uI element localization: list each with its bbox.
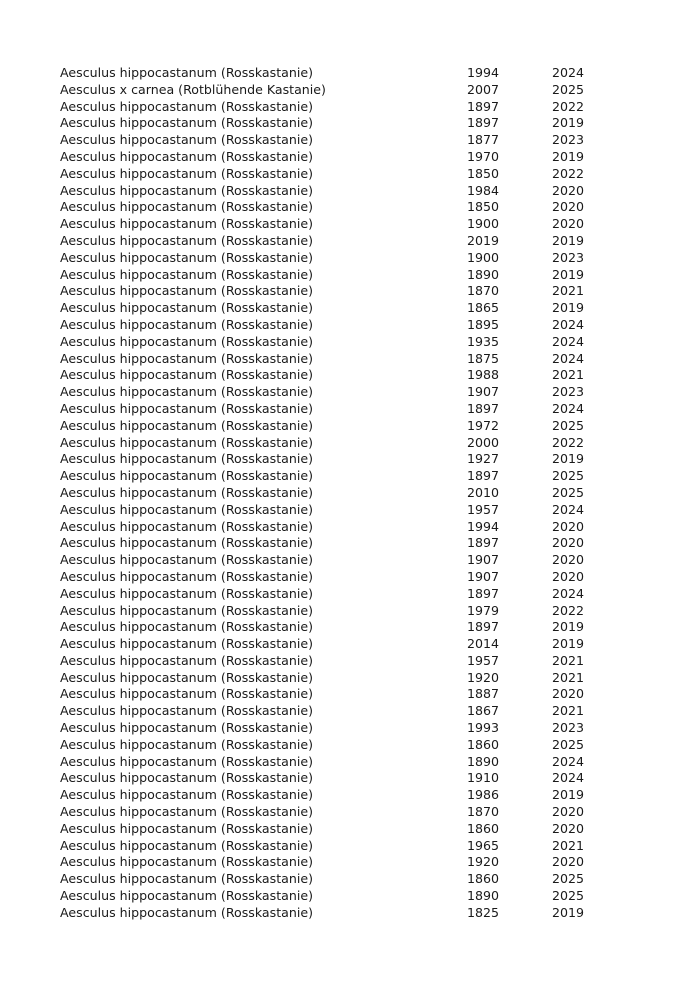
planted-year-cell: 1897	[467, 400, 500, 416]
table-row	[60, 821, 590, 838]
inspection-year-cell: 2020	[552, 686, 585, 702]
inspection-year-cell: 2021	[552, 652, 585, 668]
table-row	[60, 535, 590, 552]
inspection-year-cell: 2023	[552, 720, 585, 736]
planted-year-cell: 1957	[467, 501, 500, 517]
inspection-year-cell: 2021	[552, 837, 585, 853]
inspection-year-cell: 2024	[552, 585, 585, 601]
inspection-year-cell: 2019	[552, 232, 585, 248]
inspection-year-cell: 2022	[552, 602, 585, 618]
planted-year-cell: 1920	[467, 669, 500, 685]
inspection-year-cell: 2024	[552, 753, 585, 769]
table-row	[60, 586, 590, 603]
species-cell: Aesculus hippocastanum (Rosskastanie)	[60, 686, 313, 702]
table-row	[60, 787, 590, 804]
species-cell: Aesculus hippocastanum (Rosskastanie)	[60, 652, 313, 668]
table-row	[60, 720, 590, 737]
planted-year-cell: 1897	[467, 619, 500, 635]
table-row	[60, 250, 590, 267]
species-cell: Aesculus hippocastanum (Rosskastanie)	[60, 266, 313, 282]
inspection-year-cell: 2023	[552, 249, 585, 265]
species-cell: Aesculus hippocastanum (Rosskastanie)	[60, 518, 313, 534]
species-cell: Aesculus hippocastanum (Rosskastanie)	[60, 804, 313, 820]
planted-year-cell: 1994	[467, 518, 500, 534]
tree-table	[60, 65, 590, 922]
planted-year-cell: 1970	[467, 148, 500, 164]
table-row	[60, 317, 590, 334]
species-cell: Aesculus hippocastanum (Rosskastanie)	[60, 451, 313, 467]
species-cell: Aesculus hippocastanum (Rosskastanie)	[60, 232, 313, 248]
species-cell: Aesculus hippocastanum (Rosskastanie)	[60, 182, 313, 198]
planted-year-cell: 1994	[467, 65, 500, 80]
table-row	[60, 552, 590, 569]
table-row	[60, 519, 590, 536]
species-cell: Aesculus hippocastanum (Rosskastanie)	[60, 904, 313, 920]
table-row	[60, 65, 590, 82]
table-row	[60, 149, 590, 166]
inspection-year-cell: 2025	[552, 888, 585, 904]
inspection-year-cell: 2020	[552, 199, 585, 215]
table-row	[60, 686, 590, 703]
planted-year-cell: 1927	[467, 451, 500, 467]
inspection-year-cell: 2025	[552, 736, 585, 752]
inspection-year-cell: 2019	[552, 148, 585, 164]
inspection-year-cell: 2022	[552, 434, 585, 450]
inspection-year-cell: 2021	[552, 669, 585, 685]
planted-year-cell: 2010	[467, 484, 500, 500]
species-cell: Aesculus hippocastanum (Rosskastanie)	[60, 871, 313, 887]
table-row	[60, 166, 590, 183]
planted-year-cell: 1850	[467, 165, 500, 181]
planted-year-cell: 1890	[467, 888, 500, 904]
planted-year-cell: 1907	[467, 568, 500, 584]
planted-year-cell: 1935	[467, 333, 500, 349]
species-cell: Aesculus hippocastanum (Rosskastanie)	[60, 820, 313, 836]
table-row	[60, 267, 590, 284]
inspection-year-cell: 2020	[552, 804, 585, 820]
planted-year-cell: 1988	[467, 367, 500, 383]
inspection-year-cell: 2019	[552, 636, 585, 652]
inspection-year-cell: 2020	[552, 552, 585, 568]
inspection-year-cell: 2019	[552, 619, 585, 635]
species-cell: Aesculus hippocastanum (Rosskastanie)	[60, 484, 313, 500]
table-row	[60, 384, 590, 401]
planted-year-cell: 2014	[467, 636, 500, 652]
planted-year-cell: 1890	[467, 266, 500, 282]
inspection-year-cell: 2022	[552, 98, 585, 114]
table-row	[60, 300, 590, 317]
table-row	[60, 99, 590, 116]
table-row	[60, 804, 590, 821]
table-row	[60, 199, 590, 216]
planted-year-cell: 2000	[467, 434, 500, 450]
planted-year-cell: 1890	[467, 753, 500, 769]
planted-year-cell: 2007	[467, 81, 500, 97]
inspection-year-cell: 2023	[552, 132, 585, 148]
species-cell: Aesculus hippocastanum (Rosskastanie)	[60, 115, 313, 131]
table-row	[60, 636, 590, 653]
species-cell: Aesculus hippocastanum (Rosskastanie)	[60, 787, 313, 803]
inspection-year-cell: 2020	[552, 535, 585, 551]
inspection-year-cell: 2024	[552, 316, 585, 332]
table-row	[60, 451, 590, 468]
planted-year-cell: 1920	[467, 854, 500, 870]
planted-year-cell: 1900	[467, 216, 500, 232]
table-row	[60, 351, 590, 368]
planted-year-cell: 1870	[467, 804, 500, 820]
inspection-year-cell: 2024	[552, 400, 585, 416]
table-row	[60, 871, 590, 888]
inspection-year-cell: 2019	[552, 115, 585, 131]
table-row	[60, 770, 590, 787]
species-cell: Aesculus hippocastanum (Rosskastanie)	[60, 132, 313, 148]
inspection-year-cell: 2020	[552, 820, 585, 836]
species-cell: Aesculus hippocastanum (Rosskastanie)	[60, 384, 313, 400]
species-cell: Aesculus hippocastanum (Rosskastanie)	[60, 720, 313, 736]
table-row	[60, 82, 590, 99]
table-row	[60, 754, 590, 771]
inspection-year-cell: 2019	[552, 904, 585, 920]
species-cell: Aesculus hippocastanum (Rosskastanie)	[60, 501, 313, 517]
inspection-year-cell: 2024	[552, 65, 585, 80]
species-cell: Aesculus hippocastanum (Rosskastanie)	[60, 535, 313, 551]
species-cell: Aesculus hippocastanum (Rosskastanie)	[60, 333, 313, 349]
inspection-year-cell: 2024	[552, 333, 585, 349]
species-cell: Aesculus hippocastanum (Rosskastanie)	[60, 468, 313, 484]
planted-year-cell: 1910	[467, 770, 500, 786]
inspection-year-cell: 2020	[552, 854, 585, 870]
planted-year-cell: 1907	[467, 384, 500, 400]
table-row	[60, 334, 590, 351]
table-row	[60, 737, 590, 754]
species-cell: Aesculus hippocastanum (Rosskastanie)	[60, 568, 313, 584]
species-cell: Aesculus hippocastanum (Rosskastanie)	[60, 770, 313, 786]
planted-year-cell: 1986	[467, 787, 500, 803]
table-row	[60, 502, 590, 519]
species-cell: Aesculus hippocastanum (Rosskastanie)	[60, 602, 313, 618]
species-cell: Aesculus hippocastanum (Rosskastanie)	[60, 400, 313, 416]
table-row	[60, 115, 590, 132]
species-cell: Aesculus hippocastanum (Rosskastanie)	[60, 350, 313, 366]
table-row	[60, 367, 590, 384]
table-row	[60, 435, 590, 452]
planted-year-cell: 2019	[467, 232, 500, 248]
planted-year-cell: 1979	[467, 602, 500, 618]
species-cell: Aesculus hippocastanum (Rosskastanie)	[60, 165, 313, 181]
planted-year-cell: 1825	[467, 904, 500, 920]
table-row	[60, 703, 590, 720]
species-cell: Aesculus hippocastanum (Rosskastanie)	[60, 854, 313, 870]
inspection-year-cell: 2021	[552, 367, 585, 383]
planted-year-cell: 1972	[467, 417, 500, 433]
species-cell: Aesculus hippocastanum (Rosskastanie)	[60, 417, 313, 433]
table-row	[60, 233, 590, 250]
table-row	[60, 888, 590, 905]
planted-year-cell: 1907	[467, 552, 500, 568]
planted-year-cell: 1897	[467, 98, 500, 114]
planted-year-cell: 1850	[467, 199, 500, 215]
inspection-year-cell: 2020	[552, 518, 585, 534]
species-cell: Aesculus hippocastanum (Rosskastanie)	[60, 65, 313, 80]
planted-year-cell: 1897	[467, 115, 500, 131]
table-row	[60, 569, 590, 586]
tree-table-body	[60, 65, 590, 922]
species-cell: Aesculus hippocastanum (Rosskastanie)	[60, 585, 313, 601]
inspection-year-cell: 2019	[552, 787, 585, 803]
table-row	[60, 619, 590, 636]
inspection-year-cell: 2025	[552, 468, 585, 484]
inspection-year-cell: 2022	[552, 165, 585, 181]
table-row	[60, 905, 590, 922]
planted-year-cell: 1900	[467, 249, 500, 265]
species-cell: Aesculus hippocastanum (Rosskastanie)	[60, 837, 313, 853]
species-cell: Aesculus hippocastanum (Rosskastanie)	[60, 98, 313, 114]
inspection-year-cell: 2025	[552, 81, 585, 97]
species-cell: Aesculus hippocastanum (Rosskastanie)	[60, 367, 313, 383]
species-cell: Aesculus hippocastanum (Rosskastanie)	[60, 283, 313, 299]
species-cell: Aesculus hippocastanum (Rosskastanie)	[60, 736, 313, 752]
planted-year-cell: 1897	[467, 535, 500, 551]
inspection-year-cell: 2024	[552, 770, 585, 786]
inspection-year-cell: 2020	[552, 568, 585, 584]
table-row	[60, 854, 590, 871]
planted-year-cell: 1897	[467, 468, 500, 484]
table-row	[60, 132, 590, 149]
table-row	[60, 468, 590, 485]
planted-year-cell: 1875	[467, 350, 500, 366]
species-cell: Aesculus x carnea (Rotblühende Kastanie)	[60, 81, 326, 97]
inspection-year-cell: 2024	[552, 350, 585, 366]
inspection-year-cell: 2019	[552, 451, 585, 467]
species-cell: Aesculus hippocastanum (Rosskastanie)	[60, 888, 313, 904]
planted-year-cell: 1897	[467, 585, 500, 601]
species-cell: Aesculus hippocastanum (Rosskastanie)	[60, 669, 313, 685]
planted-year-cell: 1865	[467, 300, 500, 316]
inspection-year-cell: 2023	[552, 384, 585, 400]
species-cell: Aesculus hippocastanum (Rosskastanie)	[60, 619, 313, 635]
inspection-year-cell: 2019	[552, 300, 585, 316]
species-cell: Aesculus hippocastanum (Rosskastanie)	[60, 434, 313, 450]
planted-year-cell: 1887	[467, 686, 500, 702]
inspection-year-cell: 2020	[552, 182, 585, 198]
planted-year-cell: 1860	[467, 871, 500, 887]
table-row	[60, 670, 590, 687]
inspection-year-cell: 2021	[552, 703, 585, 719]
species-cell: Aesculus hippocastanum (Rosskastanie)	[60, 300, 313, 316]
species-cell: Aesculus hippocastanum (Rosskastanie)	[60, 703, 313, 719]
planted-year-cell: 1957	[467, 652, 500, 668]
table-row	[60, 418, 590, 435]
planted-year-cell: 1965	[467, 837, 500, 853]
planted-year-cell: 1993	[467, 720, 500, 736]
planted-year-cell: 1877	[467, 132, 500, 148]
planted-year-cell: 1867	[467, 703, 500, 719]
table-row	[60, 216, 590, 233]
inspection-year-cell: 2025	[552, 417, 585, 433]
species-cell: Aesculus hippocastanum (Rosskastanie)	[60, 148, 313, 164]
table-row	[60, 485, 590, 502]
inspection-year-cell: 2020	[552, 216, 585, 232]
species-cell: Aesculus hippocastanum (Rosskastanie)	[60, 216, 313, 232]
inspection-year-cell: 2021	[552, 283, 585, 299]
planted-year-cell: 1870	[467, 283, 500, 299]
species-cell: Aesculus hippocastanum (Rosskastanie)	[60, 249, 313, 265]
inspection-year-cell: 2019	[552, 266, 585, 282]
inspection-year-cell: 2024	[552, 501, 585, 517]
table-row	[60, 653, 590, 670]
table-row	[60, 401, 590, 418]
planted-year-cell: 1895	[467, 316, 500, 332]
table-row	[60, 838, 590, 855]
species-cell: Aesculus hippocastanum (Rosskastanie)	[60, 316, 313, 332]
planted-year-cell: 1984	[467, 182, 500, 198]
table-row	[60, 183, 590, 200]
inspection-year-cell: 2025	[552, 484, 585, 500]
table-row	[60, 603, 590, 620]
planted-year-cell: 1860	[467, 820, 500, 836]
species-cell: Aesculus hippocastanum (Rosskastanie)	[60, 636, 313, 652]
species-cell: Aesculus hippocastanum (Rosskastanie)	[60, 753, 313, 769]
inspection-year-cell: 2025	[552, 871, 585, 887]
species-cell: Aesculus hippocastanum (Rosskastanie)	[60, 552, 313, 568]
table-row	[60, 283, 590, 300]
species-cell: Aesculus hippocastanum (Rosskastanie)	[60, 199, 313, 215]
planted-year-cell: 1860	[467, 736, 500, 752]
